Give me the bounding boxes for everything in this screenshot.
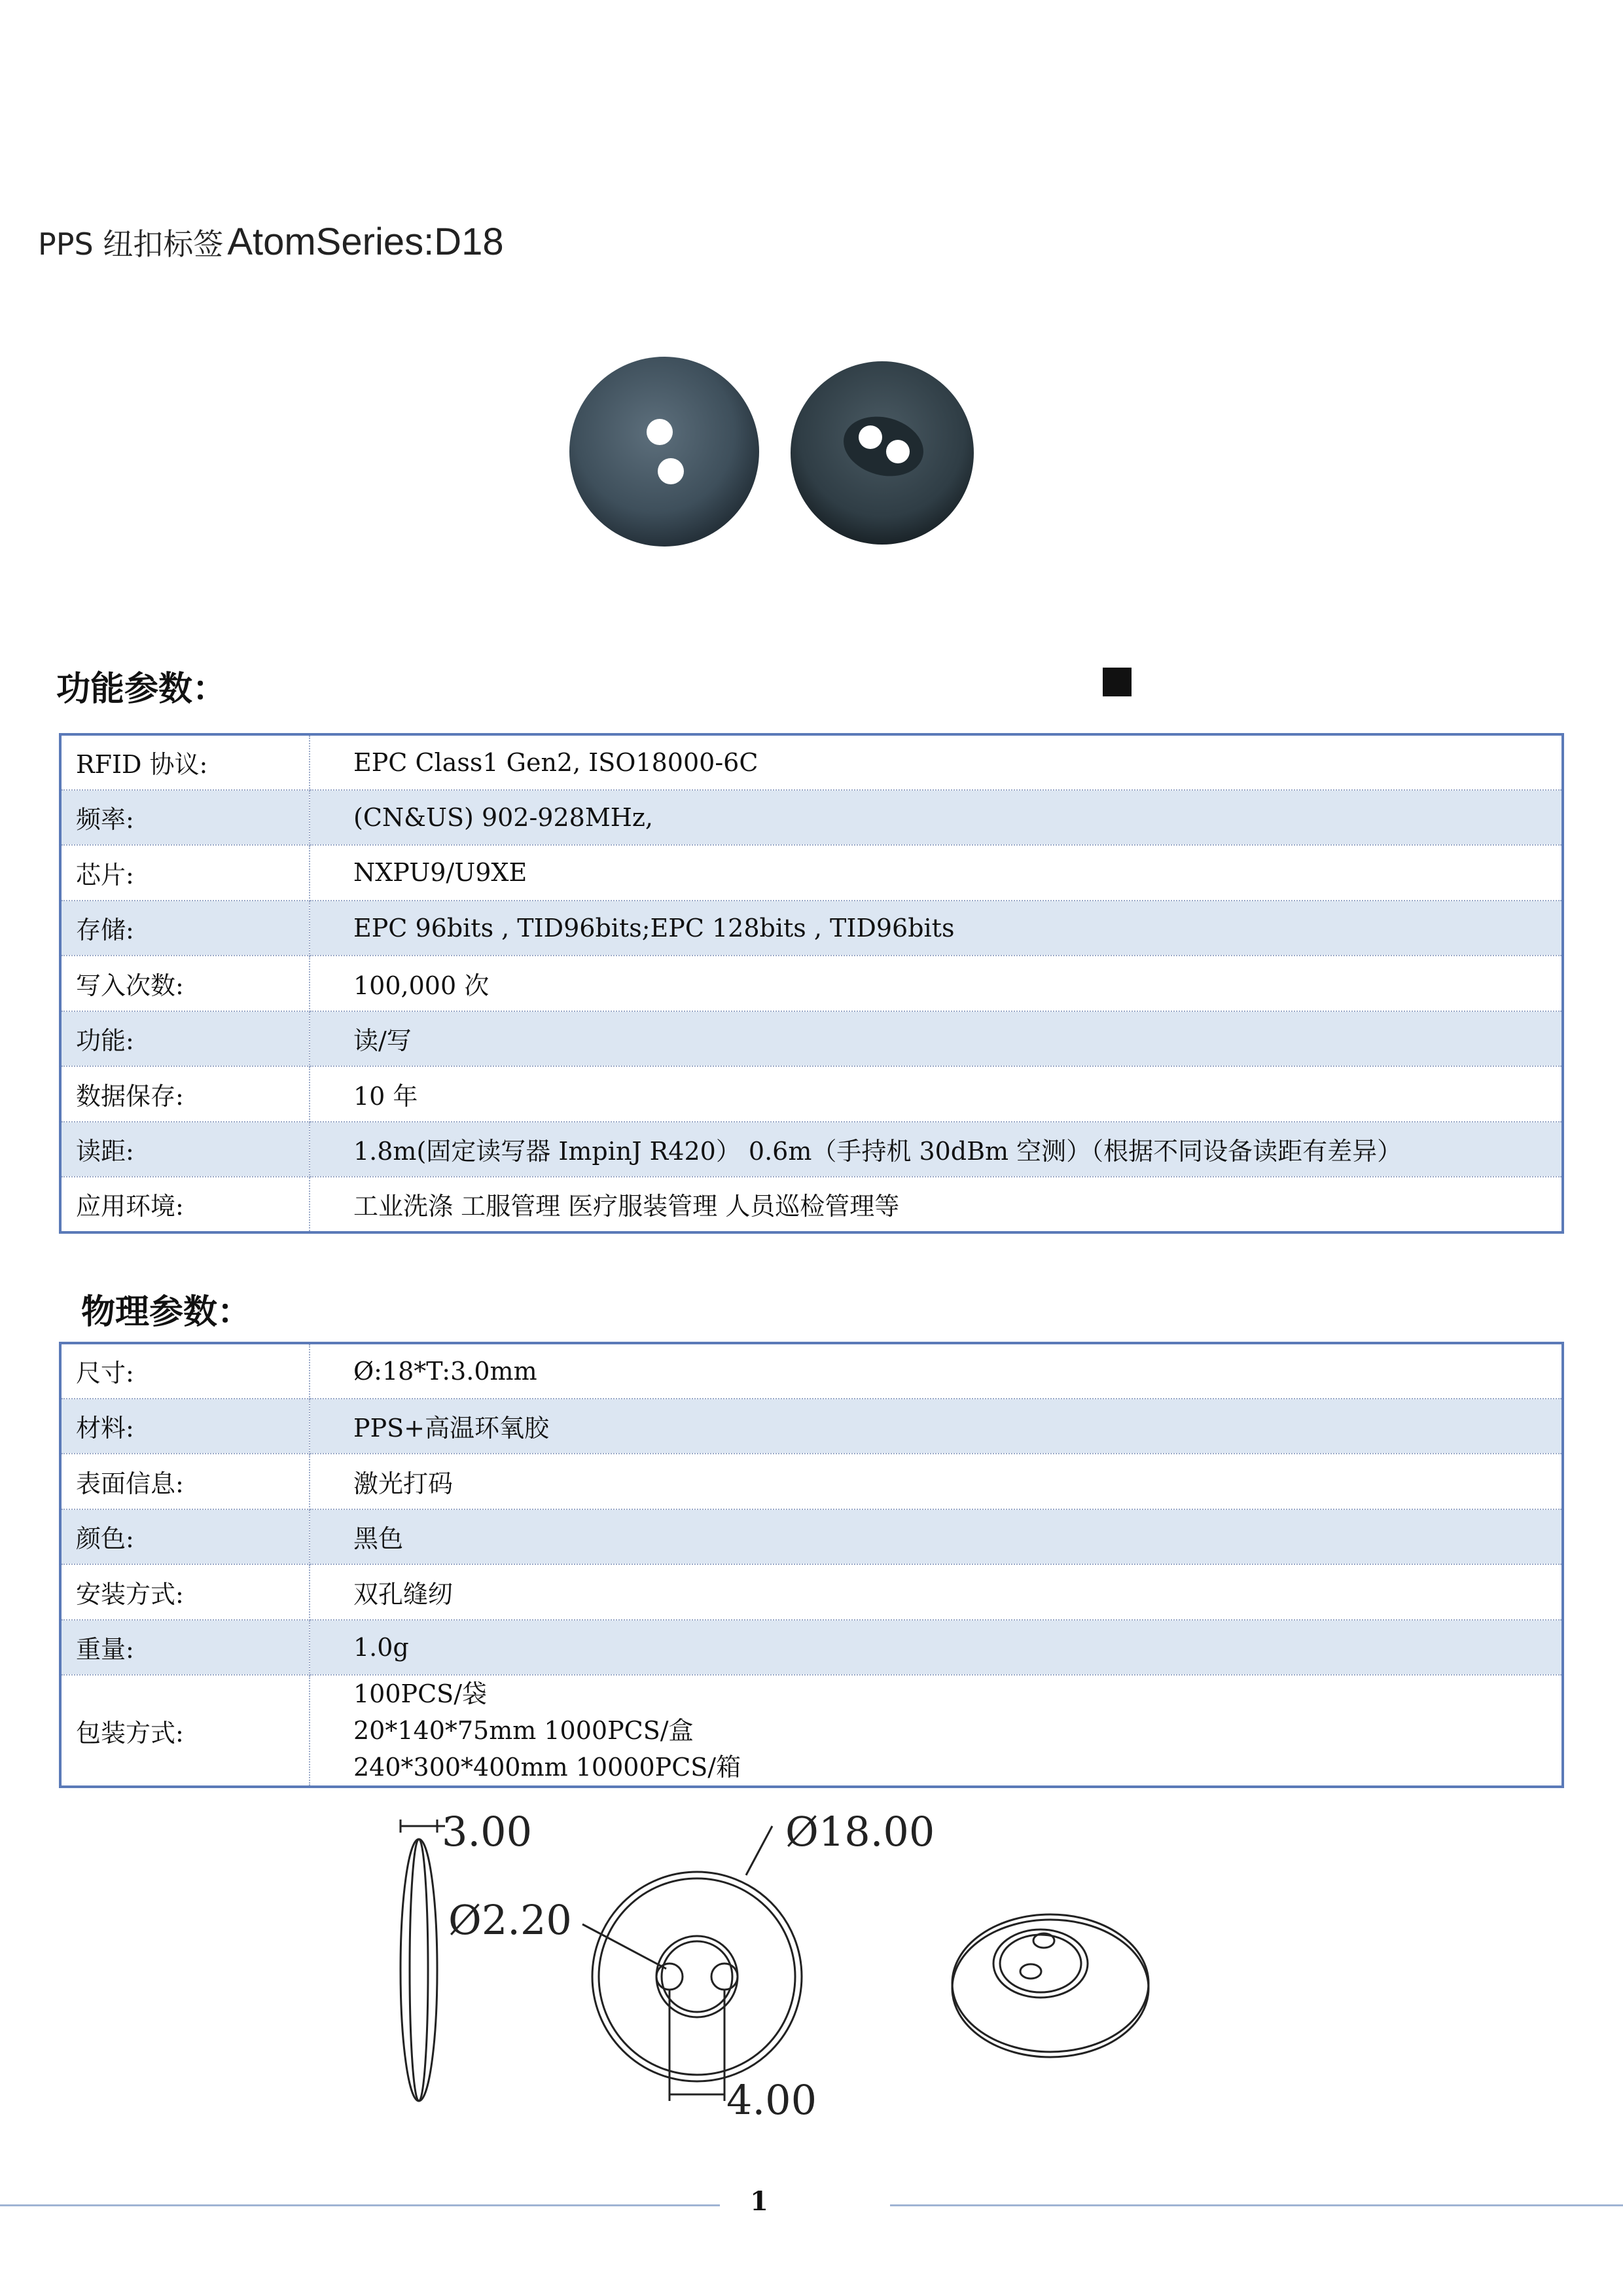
spec-label: 芯片:: [60, 845, 310, 901]
title-prefix: PPS 纽扣标签: [38, 226, 224, 262]
table-row: [60, 1343, 1563, 1399]
table-row: [60, 1509, 1563, 1565]
spec-value: 黑色: [310, 1509, 1563, 1565]
dim-diameter: Ø18.00: [785, 1808, 935, 1856]
table-row: [60, 1011, 1563, 1067]
spec-label: 包装方式:: [60, 1675, 310, 1787]
spec-value: EPC Class1 Gen2, ISO18000-6C: [310, 734, 1563, 790]
spec-label: 颜色:: [60, 1509, 310, 1565]
black-square-mark: [1103, 668, 1132, 696]
title-model: AtomSeries:D18: [227, 221, 504, 263]
physical-heading: 物理参数：: [81, 1293, 252, 1332]
spec-value: 工业洗涤 工服管理 医疗服装管理 人员巡检管理等: [353, 1192, 900, 1221]
functional-heading: 功能参数：: [56, 670, 227, 709]
table-row: [60, 1122, 1563, 1177]
spec-value-packaging: [310, 1675, 1563, 1787]
table-row: [60, 845, 1563, 901]
spec-label: 表面信息:: [60, 1454, 310, 1509]
spec-value: 100,000 次: [310, 956, 1563, 1011]
spec-label: 功能:: [60, 1011, 310, 1067]
spec-label: 写入次数:: [60, 956, 310, 1011]
spec-value: 双孔缝纫: [310, 1564, 1563, 1620]
spec-value: 1.0g: [310, 1620, 1563, 1676]
table-row: [60, 1564, 1563, 1620]
product-photo: [563, 353, 982, 563]
table-row: [60, 1675, 1563, 1787]
spec-label: 尺寸:: [60, 1343, 310, 1399]
spec-value: EPC 96bits , TID96bits;EPC 128bits , TID96bits: [310, 901, 1563, 956]
spec-label: 应用环境:: [60, 1177, 310, 1232]
spec-label: 存储:: [60, 901, 310, 956]
dim-hole-diameter: Ø2.20: [448, 1896, 572, 1944]
table-row: [60, 734, 1563, 790]
spec-value: 激光打码: [310, 1454, 1563, 1509]
table-row: [60, 790, 1563, 846]
spec-value: NXPU9/U9XE: [310, 845, 1563, 901]
dim-hole-spacing: 4.00: [726, 2076, 817, 2124]
table-row: [60, 1620, 1563, 1676]
table-row: [60, 1066, 1563, 1122]
spec-label: 频率:: [60, 790, 310, 846]
footer-divider-left: [0, 2204, 720, 2206]
functional-spec-table: [59, 733, 1564, 1234]
table-row: [60, 901, 1563, 956]
table-row: [60, 1177, 1563, 1232]
physical-spec-table: [59, 1342, 1564, 1788]
table-row: [60, 1454, 1563, 1509]
footer-divider-right: [890, 2204, 1623, 2206]
spec-value: 读/写: [310, 1011, 1563, 1067]
spec-value: 10 年: [310, 1066, 1563, 1122]
spec-label: RFID 协议:: [60, 734, 310, 790]
spec-value: (CN&US) 902-928MHz,: [310, 790, 1563, 846]
spec-label: 安装方式:: [60, 1564, 310, 1620]
page-number: 1: [750, 2186, 768, 2217]
packaging-line: 240*300*400mm 10000PCS/箱: [353, 1753, 741, 1782]
spec-label: 数据保存:: [60, 1066, 310, 1122]
packaging-line: 100PCS/袋: [353, 1679, 488, 1708]
spec-value: 1.8m(固定读写器 ImpinJ R420） 0.6m（手持机 30dBm 空测）（根据不同设备读距有差异）: [310, 1122, 1563, 1177]
table-row: [60, 1399, 1563, 1454]
technical-drawing: [366, 1806, 1217, 2134]
table-row: [60, 956, 1563, 1011]
dim-thickness: 3.00: [442, 1808, 533, 1856]
spec-label: 重量:: [60, 1620, 310, 1676]
spec-value: Ø:18*T:3.0mm: [310, 1343, 1563, 1399]
page-title: [38, 220, 504, 264]
spec-value: PPS+高温环氧胶: [310, 1399, 1563, 1454]
spec-label: 材料:: [60, 1399, 310, 1454]
packaging-line: 20*140*75mm 1000PCS/盒: [353, 1716, 694, 1745]
spec-label: 读距:: [60, 1122, 310, 1177]
